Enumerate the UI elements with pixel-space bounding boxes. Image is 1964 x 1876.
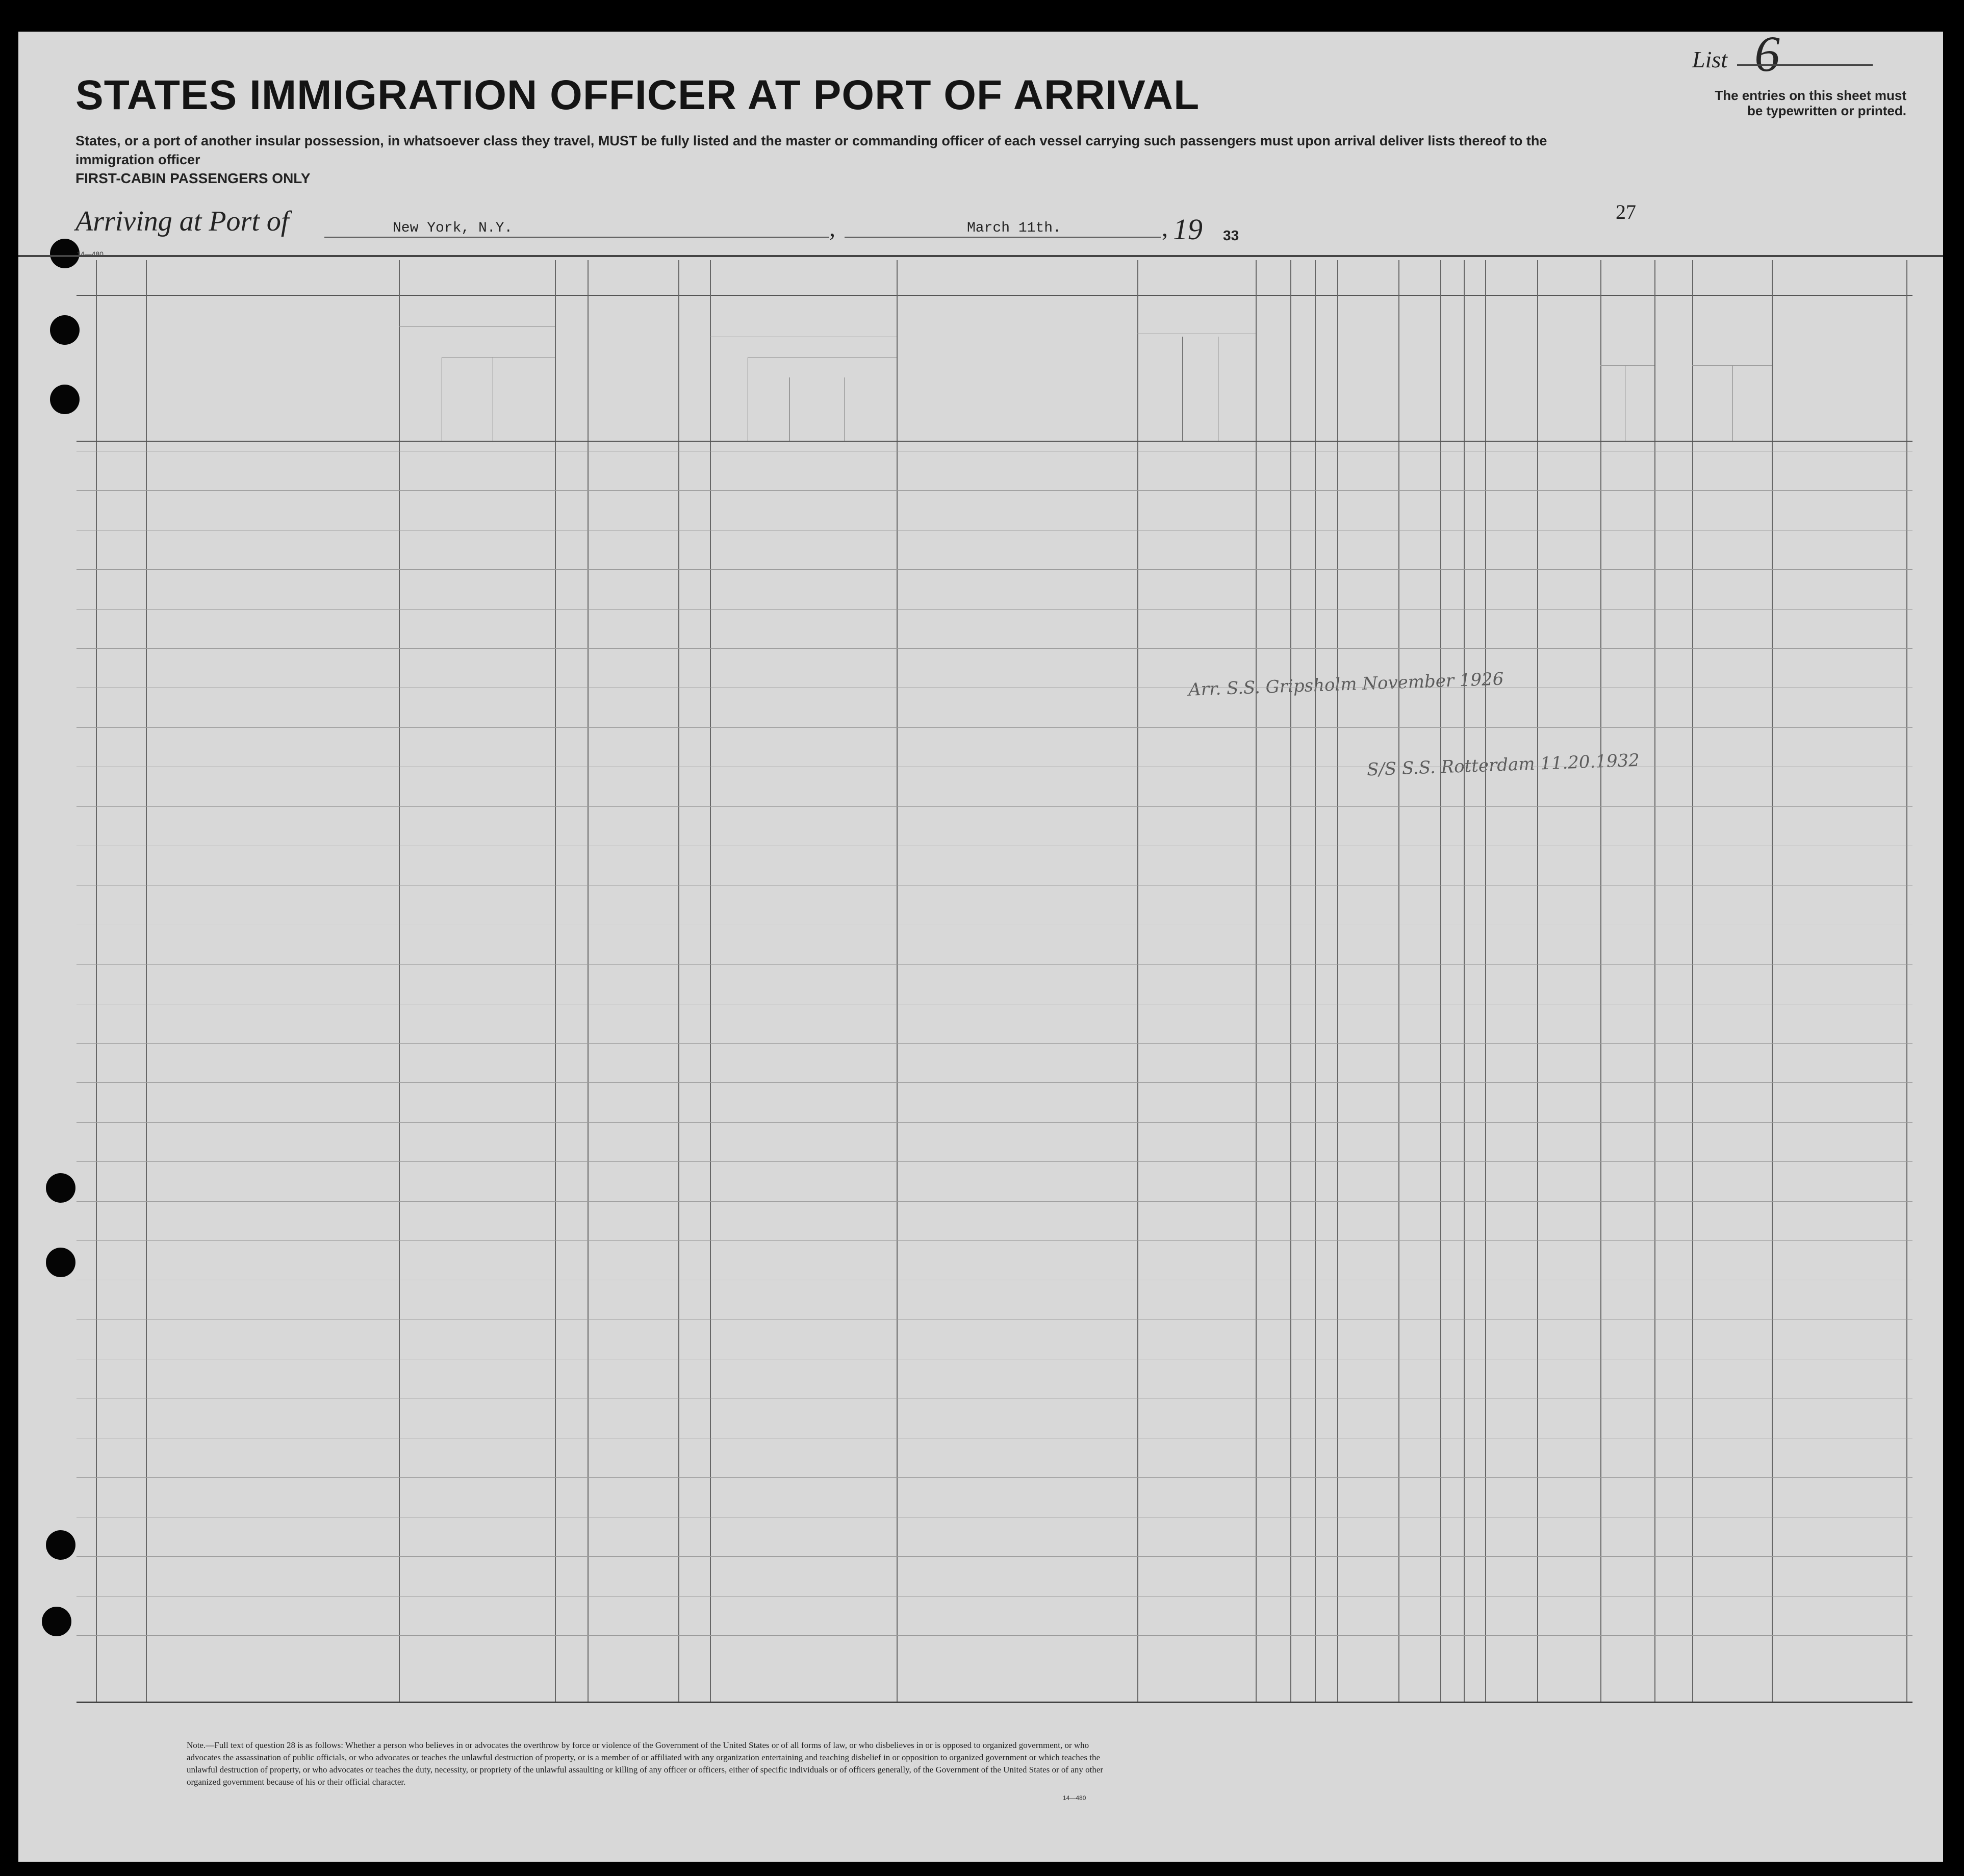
row-rule (76, 1635, 1912, 1636)
list-label: List (1692, 46, 1728, 72)
grid-vertical-line (399, 260, 400, 1702)
row-rule (76, 648, 1912, 649)
row-rule (76, 727, 1912, 728)
form-code-top: 14—480 (76, 250, 104, 258)
grid-vertical-line (146, 260, 147, 1702)
row-rule (76, 1240, 1912, 1241)
subheader-line (399, 326, 555, 327)
arrival-date: March 11th. (967, 220, 1061, 236)
column-number-rule (76, 295, 1912, 296)
row-rule (76, 1043, 1912, 1044)
grid-vertical-line (1772, 260, 1773, 1702)
binder-hole (50, 385, 80, 414)
binder-hole (46, 1530, 75, 1560)
handwritten-annotation: S/S S.S. Rotterdam 11.20.1932 (1366, 750, 1640, 780)
port-value: New York, N.Y. (393, 220, 513, 236)
table-bottom-rule (76, 1702, 1912, 1703)
row-rule (76, 1161, 1912, 1162)
first-cabin-label: FIRST-CABIN PASSENGERS ONLY (75, 170, 311, 186)
binder-hole (46, 1248, 75, 1277)
row-rule (76, 1556, 1912, 1557)
grid-vertical-line (897, 260, 898, 1702)
row-rule (76, 1201, 1912, 1202)
subheader-line (1600, 365, 1654, 366)
header-rule (18, 255, 1943, 257)
date-comma: , (1162, 215, 1168, 242)
row-rule (76, 609, 1912, 610)
binder-hole (50, 315, 80, 345)
date-underline (845, 237, 1161, 238)
grid-vertical-line (1290, 260, 1291, 1702)
grid-vertical-line (678, 260, 679, 1702)
grid-vertical-line (1398, 260, 1399, 1702)
grid-vertical-line (555, 260, 556, 1702)
grid-vertical-line (1315, 260, 1316, 1702)
grid-vertical-line (1137, 260, 1138, 1702)
arriving-label: Arriving at Port of (75, 206, 289, 237)
subheader-line (748, 357, 897, 358)
binder-hole (50, 239, 80, 268)
year-prefix: 19 (1173, 213, 1203, 246)
list-number: 6 (1754, 26, 1780, 82)
sheet-number: 27 (1616, 200, 1636, 223)
binder-hole (42, 1607, 71, 1636)
grid-vertical-line (1600, 260, 1601, 1702)
grid-vertical-line (588, 260, 589, 1702)
list-number-line (1737, 64, 1873, 66)
header-bottom-line (76, 441, 1912, 442)
typewritten-instruction: The entries on this sheet must be typewritten or printed. (1715, 88, 1906, 118)
grid-vertical-line (1256, 260, 1257, 1702)
row-rule (76, 490, 1912, 491)
subheader-line (1692, 365, 1772, 366)
grid-vertical-line (1654, 260, 1655, 1702)
row-rule (76, 806, 1912, 807)
grid-vertical-line (1537, 260, 1538, 1702)
grid-vertical-line (1692, 260, 1693, 1702)
port-comma: , (829, 215, 835, 242)
grid-vertical-line (1485, 260, 1486, 1702)
port-underline (324, 237, 829, 238)
row-rule (76, 1122, 1912, 1123)
grid-vertical-line (1906, 260, 1907, 1702)
footnote: Note.—Full text of question 28 is as follows: Whether a person who believes in or advocates the overthrow by force or violence of the Government of the United States or of all forms of law, or who disbelieves in or is opposed to organized government, or who advocates the assassination of public officials, or who advocates or teaches the unlawful destruction of property, or is a member of or affiliated with any organization entertaining and teaching disbelief in or opposition to organized government or which teaches the unlawful destruction of property, or who advocates or teaches the duty, necessity, or propriety of the unlawful assaulting or killing of any officer or officers, either of specific individuals or of officers generally, of the Government of the United States or of any other organized government because of his or their official character. (187, 1740, 1104, 1787)
intro-text: States, or a port of another insular possession, in whatsoever class they travel, MUST be fully listed and the master or commanding officer of each vessel carrying such passengers must upon arrival deliver lists thereof to the immigration officer (75, 133, 1547, 167)
subheader-line (442, 357, 555, 358)
row-rule (76, 1082, 1912, 1083)
handwritten-annotation: Arr. S.S. Gripsholm November 1926 (1188, 669, 1504, 700)
binder-hole (46, 1173, 75, 1203)
grid-vertical-line (1464, 260, 1465, 1702)
grid-vertical-line (1440, 260, 1441, 1702)
row-rule (76, 964, 1912, 965)
grid-vertical-line (1337, 260, 1338, 1702)
row-rule (76, 1477, 1912, 1478)
year-suffix: 33 (1223, 227, 1239, 243)
grid-vertical-line (710, 260, 711, 1702)
grid-sub-line (1182, 337, 1183, 441)
grid-vertical-line (96, 260, 97, 1702)
form-title: STATES IMMIGRATION OFFICER AT PORT OF ARRIVAL (75, 72, 1200, 118)
form-code-bottom: 14—480 (1063, 1794, 1086, 1802)
grid-sub-line (789, 377, 790, 441)
row-rule (76, 569, 1912, 570)
